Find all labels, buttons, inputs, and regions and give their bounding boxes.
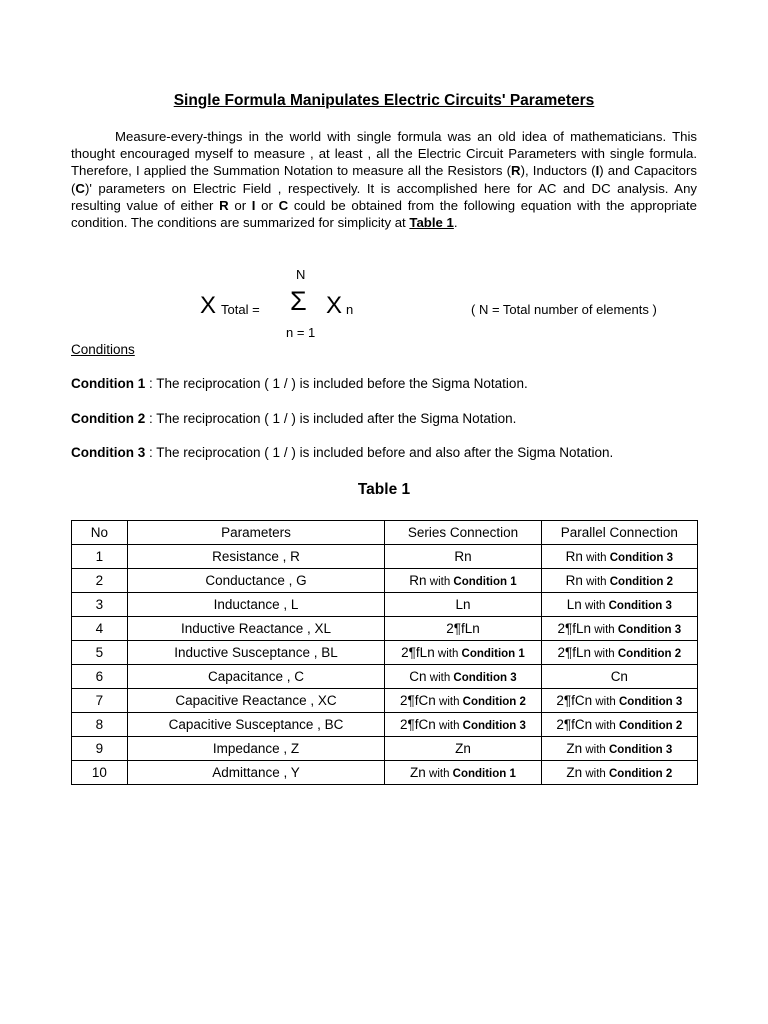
parallel-value: 2¶fLn — [557, 645, 592, 660]
with-text: with — [581, 600, 609, 612]
series-cell — [385, 737, 541, 761]
parallel-suffix — [582, 768, 672, 780]
series-cell — [385, 617, 541, 641]
parallel-suffix — [591, 624, 681, 636]
parallel-value: Rn — [565, 573, 583, 588]
parallel-value: Rn — [565, 549, 583, 564]
row-parameter: Inductive Susceptance , BL — [127, 641, 385, 665]
formula-total-label: Total = — [221, 302, 260, 317]
condition-ref: Condition 2 — [619, 720, 683, 732]
row-parameter: Admittance , Y — [127, 761, 385, 785]
parallel-cell — [541, 617, 697, 641]
parallel-value: Ln — [566, 597, 582, 612]
with-text: with — [425, 768, 453, 780]
parallel-suffix — [582, 600, 672, 612]
parallel-suffix — [583, 552, 673, 564]
table-title: Table 1 — [357, 481, 411, 498]
page-title: Single Formula Manipulates Electric Circuits' Parameters — [173, 92, 595, 109]
row-number: 7 — [72, 689, 128, 713]
series-value: 2¶fCn — [400, 693, 436, 708]
intro-or-1: or — [228, 197, 252, 213]
row-number: 1 — [72, 545, 128, 569]
condition-ref: Condition 1 — [461, 648, 525, 660]
formula-note: ( N = Total number of elements ) — [471, 302, 657, 317]
with-text: with — [582, 744, 609, 756]
parallel-suffix — [583, 576, 673, 588]
intro-paragraph — [71, 128, 697, 231]
parallel-suffix — [592, 696, 682, 708]
intro-text-3: ) and Capacitors ( — [71, 163, 697, 196]
header-parallel-connection: Parallel Connection — [541, 521, 697, 545]
parallel-cell — [541, 593, 697, 617]
parallel-cell — [541, 713, 697, 737]
row-number: 3 — [72, 593, 128, 617]
series-cell — [385, 689, 541, 713]
row-parameter: Capacitive Reactance , XC — [127, 689, 385, 713]
series-value: Zn — [455, 741, 471, 756]
parallel-cell — [541, 737, 697, 761]
condition-label: Condition 3 — [71, 445, 146, 460]
capacitor-symbol: C — [75, 180, 85, 196]
intro-text-5: could be obtained from the following equation with the appropriate condition. The conditions are summarized for simplicity at — [71, 197, 697, 231]
parameters-table — [71, 520, 698, 785]
condition-ref: Condition 1 — [452, 768, 516, 780]
formula-lower-limit: n = 1 — [286, 325, 316, 340]
series-suffix — [436, 696, 526, 708]
row-number: 9 — [72, 737, 128, 761]
series-value: 2¶fCn — [400, 717, 436, 732]
intro-text-2: ), Inductors ( — [520, 163, 596, 179]
with-text: with — [434, 648, 462, 660]
row-parameter: Resistance , R — [127, 545, 385, 569]
parallel-suffix — [582, 744, 672, 756]
series-cell — [385, 569, 541, 593]
formula-x-n: X — [326, 292, 343, 319]
parallel-suffix — [591, 648, 681, 660]
row-number: 4 — [72, 617, 128, 641]
row-number: 10 — [72, 761, 128, 785]
series-suffix — [427, 672, 517, 684]
condition-ref: Condition 3 — [609, 552, 673, 564]
row-parameter: Conductance , G — [127, 569, 385, 593]
table-row — [72, 689, 698, 713]
capacitor-symbol-2: C — [278, 197, 289, 213]
series-cell — [385, 713, 541, 737]
table-body — [72, 545, 698, 785]
resistor-symbol-2: R — [219, 197, 229, 213]
conditions-heading: Conditions — [71, 342, 135, 357]
parallel-suffix — [592, 720, 682, 732]
series-suffix — [436, 720, 526, 732]
table-row — [72, 545, 698, 569]
parallel-cell — [541, 689, 697, 713]
sigma-symbol: Σ — [290, 286, 307, 316]
parallel-value: Zn — [566, 741, 583, 756]
condition-ref: Condition 2 — [617, 648, 682, 660]
series-cell — [385, 761, 541, 785]
condition-ref: Condition 3 — [619, 696, 683, 708]
row-parameter: Capacitive Susceptance , BC — [127, 713, 385, 737]
row-parameter: Impedance , Z — [127, 737, 385, 761]
condition-label: Condition 2 — [71, 411, 146, 426]
inductor-symbol: I — [595, 163, 600, 179]
condition-ref: Condition 3 — [462, 720, 526, 732]
series-value: Cn — [409, 669, 427, 684]
with-text: with — [582, 768, 609, 780]
intro-or-2: or — [255, 197, 279, 213]
condition-text: : The reciprocation ( 1 / ) is included before and also after the Sigma Notation. — [145, 445, 614, 460]
row-parameter: Inductive Reactance , XL — [127, 617, 385, 641]
header-parameters: Parameters — [127, 521, 385, 545]
table-row — [72, 665, 698, 689]
with-text: with — [582, 576, 610, 588]
parallel-cell — [541, 569, 697, 593]
inductor-symbol-2: I — [251, 197, 256, 213]
with-text: with — [591, 648, 618, 660]
parallel-value: 2¶fCn — [556, 717, 593, 732]
condition-ref: Condition 3 — [617, 624, 682, 636]
table-row — [72, 737, 698, 761]
condition-label: Condition 1 — [71, 376, 146, 391]
table-row — [72, 761, 698, 785]
series-value: Rn — [454, 549, 472, 564]
series-cell — [385, 593, 541, 617]
with-text: with — [435, 696, 463, 708]
condition-text: : The reciprocation ( 1 / ) is included after the Sigma Notation. — [145, 411, 517, 426]
row-number: 5 — [72, 641, 128, 665]
with-text: with — [592, 720, 619, 732]
condition-ref: Condition 3 — [608, 600, 672, 612]
with-text: with — [582, 552, 610, 564]
intro-end: . — [453, 215, 458, 231]
table-row — [72, 593, 698, 617]
condition-1 — [71, 376, 528, 391]
row-parameter: Inductance , L — [127, 593, 385, 617]
parallel-cell — [541, 641, 697, 665]
row-parameter: Capacitance , C — [127, 665, 385, 689]
series-suffix — [427, 576, 517, 588]
table-reference: Table 1 — [409, 215, 454, 231]
with-text: with — [426, 672, 454, 684]
parallel-value: 2¶fCn — [556, 693, 593, 708]
series-value: Rn — [409, 573, 427, 588]
condition-ref: Condition 3 — [453, 672, 517, 684]
condition-ref: Condition 2 — [609, 576, 673, 588]
with-text: with — [591, 624, 618, 636]
condition-3 — [71, 445, 613, 460]
row-number: 6 — [72, 665, 128, 689]
series-value: 2¶fLn — [401, 645, 435, 660]
row-number: 2 — [72, 569, 128, 593]
condition-ref: Condition 2 — [609, 768, 673, 780]
condition-ref: Condition 3 — [609, 744, 673, 756]
intro-text-4: )' parameters on Electric Field , respectively. It is accomplished here for AC and DC analysis. Any resulting value of either — [71, 180, 697, 213]
parallel-cell — [541, 761, 697, 785]
series-suffix — [435, 648, 525, 660]
with-text: with — [592, 696, 619, 708]
series-suffix — [426, 768, 516, 780]
with-text: with — [435, 720, 463, 732]
series-cell — [385, 545, 541, 569]
formula-upper-limit: N — [296, 267, 306, 282]
table-row — [72, 713, 698, 737]
header-series-connection: Series Connection — [385, 521, 541, 545]
table-row — [72, 641, 698, 665]
parallel-value: 2¶fLn — [557, 621, 592, 636]
condition-text: : The reciprocation ( 1 / ) is included before the Sigma Notation. — [145, 376, 528, 391]
parallel-value: Cn — [610, 669, 628, 684]
with-text: with — [426, 576, 454, 588]
condition-2 — [71, 411, 516, 426]
header-no: No — [72, 521, 128, 545]
condition-ref: Condition 1 — [453, 576, 517, 588]
formula-subscript-n: n — [346, 302, 354, 317]
parallel-cell — [541, 665, 697, 689]
parallel-value: Zn — [566, 765, 583, 780]
series-value: Ln — [455, 597, 471, 612]
condition-ref: Condition 2 — [462, 696, 526, 708]
series-cell — [385, 641, 541, 665]
table-row — [72, 617, 698, 641]
row-number: 8 — [72, 713, 128, 737]
series-value: 2¶fLn — [446, 621, 480, 636]
series-value: Zn — [410, 765, 426, 780]
table-row — [72, 569, 698, 593]
parallel-cell — [541, 545, 697, 569]
formula-x-total: X — [200, 292, 217, 319]
intro-text-1: Measure-every-things in the world with single formula was an old idea of mathematicians. This thought encouraged myself to measure , at least , all the Electric Circuit Parameters with single formula. Therefore, I applied the Summation Notation to measure all the Resistors ( — [71, 129, 697, 179]
table-header-row — [72, 521, 698, 545]
series-cell — [385, 665, 541, 689]
resistor-symbol: R — [511, 163, 521, 179]
